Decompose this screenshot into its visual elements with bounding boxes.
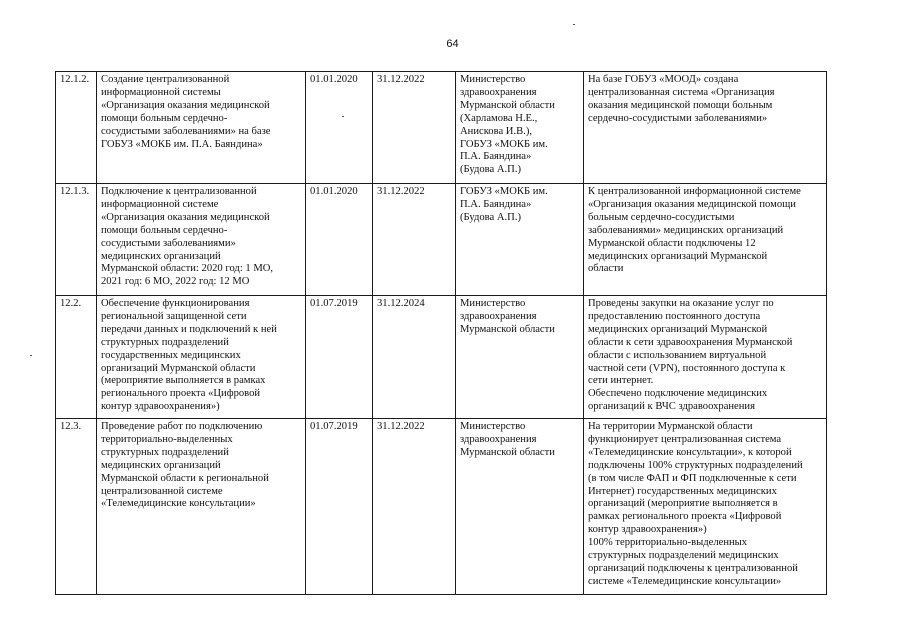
measures-table bbox=[55, 71, 827, 595]
expected-result: На территории Мурманской области функционирует централизованная система «Телемедицинские консультации», к которой подключены 100% структурных подразделений (в том числе ФАП и ФП подключенные к сети Интернет) государственных медицинских организаций (мероприятие выполняется в рамках регионального проекта «Цифровой контур здравоохранения») 100% территориально-выделенных структурных подразделений медицинских организаций подключены к централизованной системе «Телемедицинские консультации» bbox=[588, 421, 803, 587]
measure-name-cell bbox=[97, 184, 306, 296]
measure-name: Обеспечение функционирования региональной защищенной сети передачи данных и подключений к ней структурных подразделений государственных медицинских организаций Мурманской области (мероприятие выполняется в рамках регионального проекта «Цифровой контур здравоохранения») bbox=[101, 298, 277, 413]
end-date-cell bbox=[373, 296, 456, 419]
measure-name-cell bbox=[97, 419, 306, 595]
responsible-cell bbox=[456, 296, 584, 419]
scan-speck bbox=[342, 116, 344, 117]
end-date-cell bbox=[373, 184, 456, 296]
end-date: 31.12.2024 bbox=[377, 298, 425, 309]
start-date: 01.01.2020 bbox=[310, 74, 358, 85]
start-date: 01.07.2019 bbox=[310, 298, 358, 309]
row-number: 12.1.3. bbox=[60, 186, 90, 197]
responsible-cell bbox=[456, 419, 584, 595]
responsible-cell bbox=[456, 184, 584, 296]
scan-speck bbox=[30, 355, 32, 356]
responsible-executor: Министерство здравоохранения Мурманской области bbox=[460, 421, 555, 458]
result-cell bbox=[584, 419, 827, 595]
responsible-executor: Министерство здравоохранения Мурманской области (Харламова Н.Е., Анискова И.В.), ГОБУЗ «МОКБ им. П.А. Баяндина» (Будова А.П.) bbox=[460, 74, 555, 176]
row-number: 12.3. bbox=[60, 421, 82, 432]
responsible-executor: Министерство здравоохранения Мурманской области bbox=[460, 298, 555, 335]
measure-name: Проведение работ по подключению территориально-выделенных структурных подразделений медицинских организаций Мурманской области к региональной централизованной системе «Телемедицинские консультации» bbox=[101, 421, 269, 510]
row-number: 12.1.2. bbox=[60, 74, 90, 85]
measure-name: Создание централизованной информационной системы «Организация оказания медицинской помощи больным сердечно- сосудистыми заболеваниями» на базе ГОБУЗ «МОКБ им. П.А. Баяндина» bbox=[101, 74, 271, 150]
start-date-cell bbox=[306, 296, 373, 419]
measure-name: Подключение к централизованной информационной системе «Организация оказания медицинской помощи больным сердечно- сосудистыми заболеваниями» медицинских организаций Мурманской области: 2020 год: 1 МО, 2021 год: 6 МО, 2022 год: 12 МО bbox=[101, 186, 274, 288]
row-number-cell bbox=[56, 184, 97, 296]
table-row bbox=[56, 419, 827, 595]
table-row bbox=[56, 72, 827, 184]
page-number: 64 bbox=[446, 38, 459, 50]
measure-name-cell bbox=[97, 72, 306, 184]
table-row bbox=[56, 184, 827, 296]
start-date-cell bbox=[306, 419, 373, 595]
row-number-cell bbox=[56, 419, 97, 595]
expected-result: Проведены закупки на оказание услуг по предоставлению постоянного доступа медицинских организаций Мурманской области к сети здравоохранения Мурманской области с использованием виртуальной частной сети (VPN), постоянного доступа к сети интернет. Обеспечено подключение медицинских организаций к ВЧС здравоохранения bbox=[588, 298, 793, 413]
start-date-cell bbox=[306, 72, 373, 184]
expected-result: На базе ГОБУЗ «МООД» создана централизованная система «Организация оказания медицинской помощи больным сердечно-сосудистыми заболеваниями» bbox=[588, 74, 775, 124]
start-date: 01.01.2020 bbox=[310, 186, 358, 197]
row-number-cell bbox=[56, 296, 97, 419]
start-date-cell bbox=[306, 184, 373, 296]
measure-name-cell bbox=[97, 296, 306, 419]
end-date: 31.12.2022 bbox=[377, 421, 425, 432]
result-cell bbox=[584, 296, 827, 419]
result-cell bbox=[584, 72, 827, 184]
table-row bbox=[56, 296, 827, 419]
result-cell bbox=[584, 184, 827, 296]
responsible-executor: ГОБУЗ «МОКБ им. П.А. Баяндина» (Будова А.П.) bbox=[460, 186, 548, 223]
row-number-cell bbox=[56, 72, 97, 184]
expected-result: К централизованной информационной системе «Организация оказания медицинской помощи больным сердечно-сосудистыми заболеваниями» медицинских организаций Мурманской области подключены 12 медицинских организаций Мурманской области bbox=[588, 186, 801, 275]
end-date: 31.12.2022 bbox=[377, 186, 425, 197]
scan-speck bbox=[573, 24, 575, 25]
row-number: 12.2. bbox=[60, 298, 82, 309]
end-date-cell bbox=[373, 72, 456, 184]
end-date: 31.12.2022 bbox=[377, 74, 425, 85]
start-date: 01.07.2019 bbox=[310, 421, 358, 432]
responsible-cell bbox=[456, 72, 584, 184]
end-date-cell bbox=[373, 419, 456, 595]
